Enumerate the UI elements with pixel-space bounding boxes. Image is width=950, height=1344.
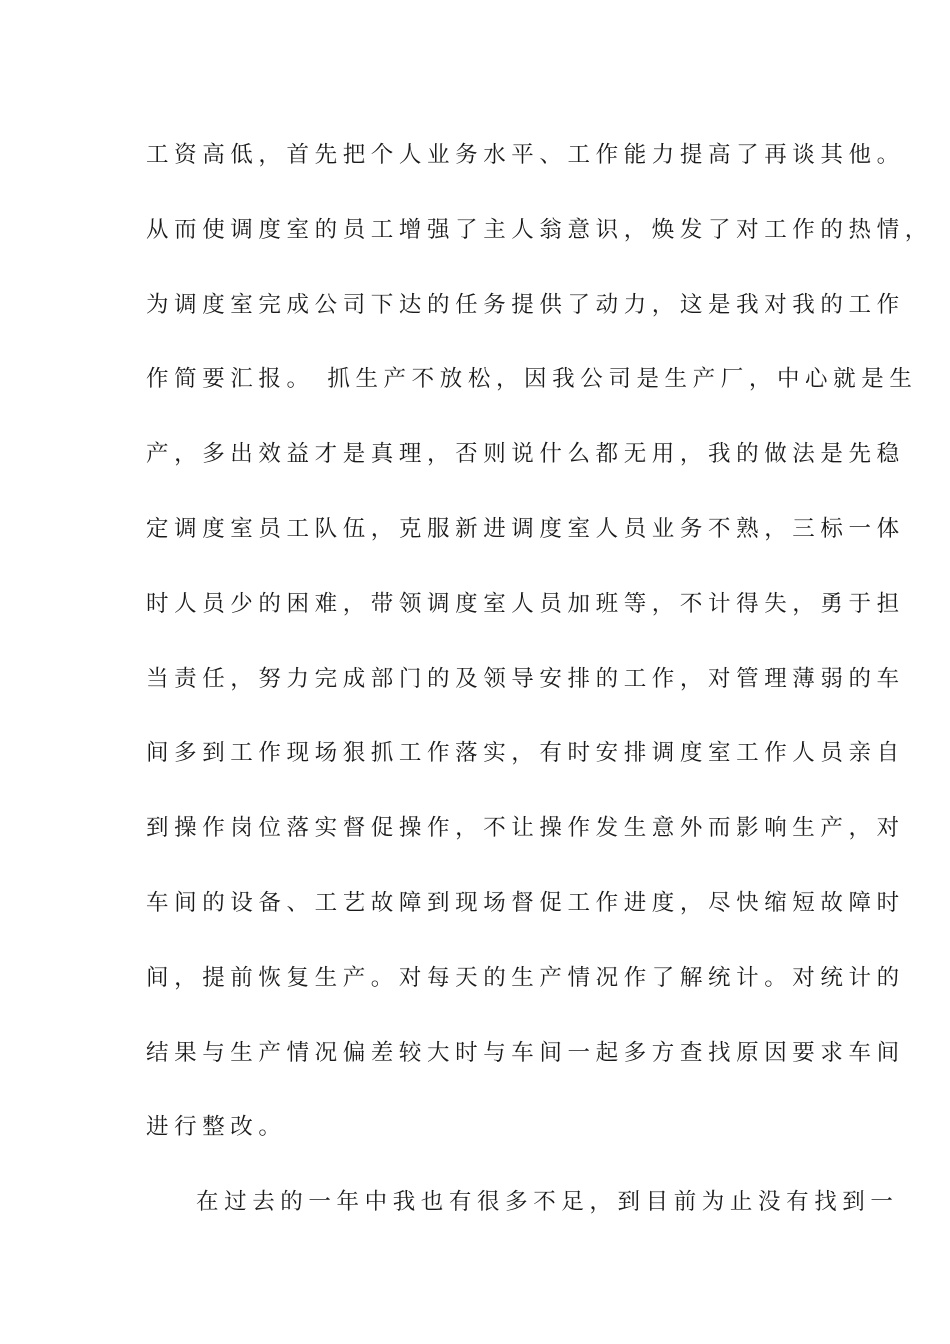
- text-line: 间，提前恢复生产。对每天的生产情况作了解统计。对统计的: [146, 964, 905, 991]
- text-line: 从而使调度室的员工增强了主人翁意识，焕发了对工作的热情，: [146, 216, 933, 243]
- text-line: 到操作岗位落实督促操作，不让操作发生意外而影响生产，对: [146, 815, 905, 842]
- text-line: 车间的设备、工艺故障到现场督促工作进度，尽快缩短故障时: [146, 889, 905, 916]
- text-line: 间多到工作现场狠抓工作落实，有时安排调度室工作人员亲自: [146, 740, 905, 767]
- text-line: 工资高低，首先把个人业务水平、工作能力提高了再谈其他。: [146, 142, 905, 168]
- text-line: 作简要汇报。 抓生产不放松，因我公司是生产厂，中心就是生: [146, 366, 918, 393]
- text-line: 进行整改。: [146, 1114, 287, 1141]
- paragraph-first-line: 在过去的一年中我也有很多不足，到目前为止没有找到一: [196, 1189, 899, 1216]
- text-line: 结果与生产情况偏差较大时与车间一起多方查找原因要求车间: [146, 1039, 905, 1066]
- text-line: 为调度室完成公司下达的任务提供了动力，这是我对我的工作: [146, 291, 905, 318]
- text-line: 时人员少的困难，带领调度室人员加班等，不计得失，勇于担: [146, 590, 905, 617]
- text-line: 定调度室员工队伍，克服新进调度室人员业务不熟，三标一体: [146, 515, 905, 542]
- body-text: [146, 132, 933, 1254]
- text-line: 产，多出效益才是真理，否则说什么都无用，我的做法是先稳: [146, 441, 905, 468]
- text-line: 当责任，努力完成部门的及领导安排的工作，对管理薄弱的车: [146, 665, 905, 692]
